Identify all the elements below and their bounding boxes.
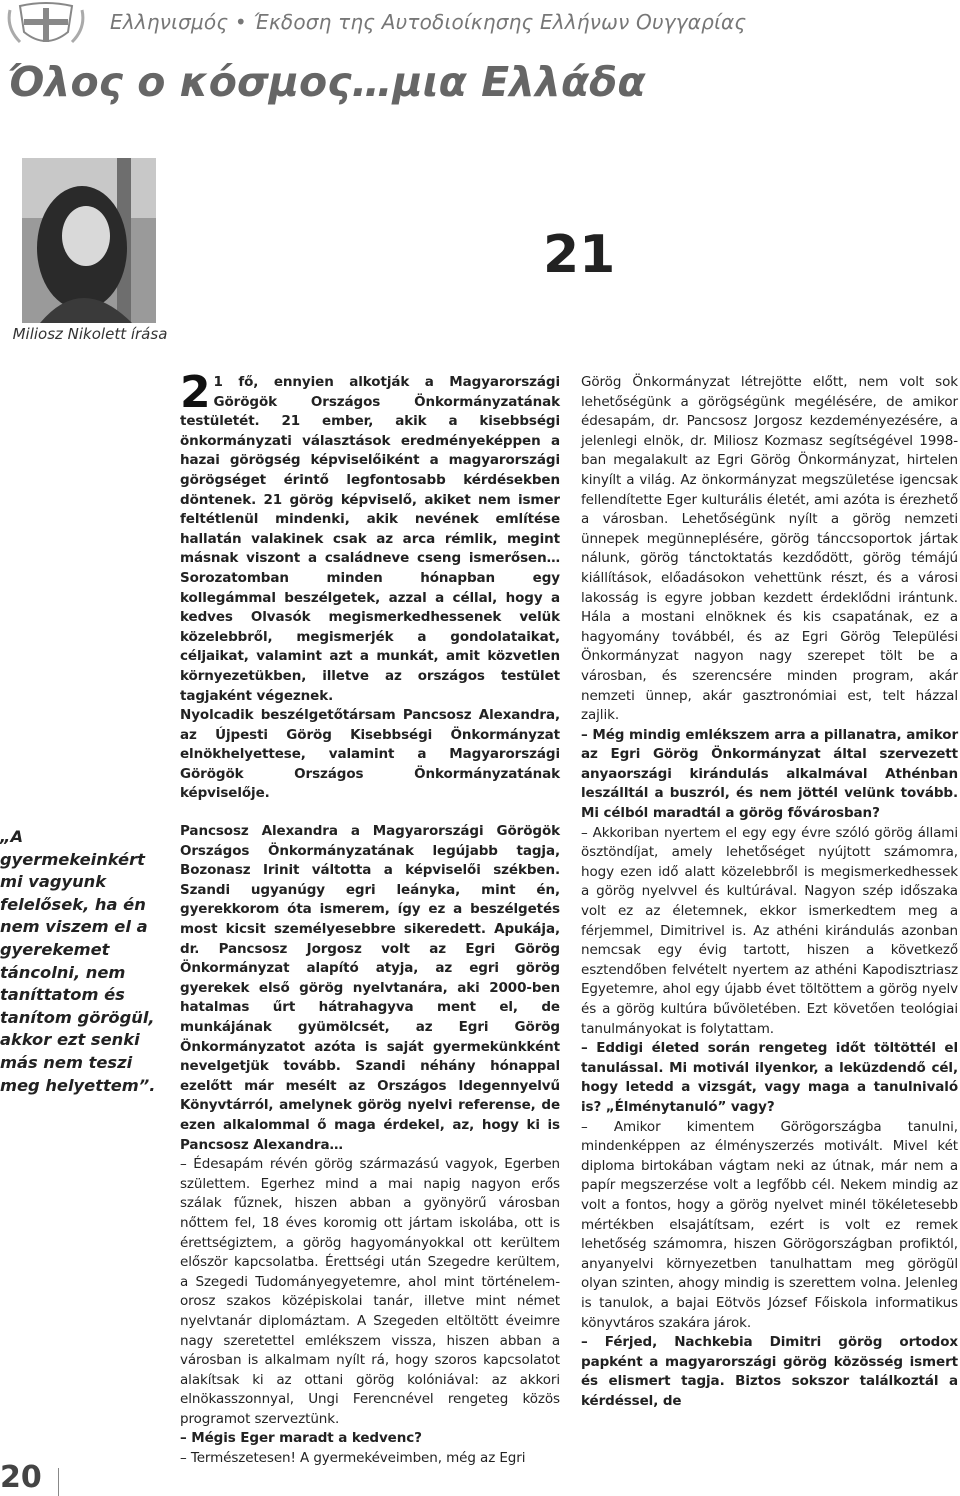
- answer-3: – Akkoriban nyertem el egy egy évre szóló görög állami ösztöndíjat, amely lehetőséget nyújtott számomra, hogy ezen idő alatt közelebbről is megismerkedhessek a görög nyelvvel és kultúrával. Nagyon szép időszaka volt ez az életemnek, ekkor ismerkedtem meg a férjemmel, Dimitrivel is. Az athéni kirándulás azonban nemcsak egy évig tartott, hiszen a következő esztendőben felvételt nyertem az athéni Kapodisztriasz Egyetemre, ahol egy újabb évet töltöttem a görög nyelv és a görög kultúra bűvöletében. Ezt követően teológiai tanulmányokat is folytattam.: [581, 824, 958, 1037]
- answer-2-start: – Természetesen! A gyermekéveimben, még az Egri: [180, 1450, 526, 1467]
- article-lead: 1 fő, ennyien alkotják a Magyarországi Görögök Országos Önkormányzatának testületét. 21 ember, akik a kisebbségi önkormányzati választások eredményeképpen a hazai görögség képviselőiként a magyarországi görögséget érintő legfontosabb kérdésekben döntenek. 21 görög képviselő, akiket nem ismer feltétlenül mindenki, akik nevének említése hallatán valakinek csak az arca rémlik, megint másnak viszont a családneve cseng ismerősen… Sorozatomban minden hónapban egy kollegámmal beszélgetek, azzal a céllal, hogy a kedves Olvasók megismerkedhessenek velük közelebbről, megismerjék a gondolataikat, céljaikat, valamint azt a munkát, amit közvetlen környezetükben, illetve az országos testület tagjaként végeznek.: [180, 374, 560, 704]
- article-column-right: [581, 373, 958, 1411]
- question-4: – Eddigi életed során rengeteg időt töltöttél el tanulással. Mi motivál ilyenkor, a leküzdendő cél, hogy letedd a vizsgát, vagy maga a tanulnivaló is? „Élménytanuló” vagy?: [581, 1040, 958, 1115]
- article-lead-2: Nyolcadik beszélgetőtársam Pancsosz Alexandra, az Újpesti Görög Kisebbségi Önkormányzat elnökhelyettese, valamint a Magyarországi Görögök Országos Önkormányzatának képviselője.: [180, 707, 560, 802]
- publication-line: Ελληνισμός • Έκδοση της Αυτοδιοίκησης Ελλήνων Ουγγαρίας: [110, 10, 747, 34]
- page-number: 20: [0, 1460, 42, 1495]
- drop-cap: 2: [180, 367, 211, 418]
- footer-divider: [58, 1468, 59, 1496]
- article-column-left: [180, 367, 560, 1469]
- pull-quote: „A gyermekeinkért mi vagyunk felelősek, ha én nem viszem el a gyerekemet táncolni, nem taníttatom és tanítom görögül, akkor ezt senki más nem teszi meg helyettem”.: [0, 827, 156, 1095]
- answer-4: – Amikor kimentem Görögországba tanulni, mindenképpen az élményszerzés motivált. Mivel két diploma birtokában vágtam neki az útnak, már nem a papír megszerzése volt a legfőbb cél. Nekem mindig az volt a fontos, hogy a görög nyelvet minél tökéletesebb mértékben elsajátítsam, ezért is volt ez remek lehetőség számomra, hiszen Görögországban profiktól, anyanyelvi környezetben tanulhattam meg görögül olyan szinten, ahogy mindig is szerettem volna. Jelenleg is tanulok, a bajai Eötvös József Főiskola informatikus könyvtáros szakára járok.: [581, 1118, 958, 1331]
- greek-flag-shield-icon: [6, 2, 86, 48]
- question-2: – Mégis Eger maradt a kedvenc?: [180, 1430, 422, 1447]
- issue-number: 21: [543, 225, 616, 285]
- answer-2-cont: Görög Önkormányzat létrejötte előtt, nem volt sok lehetőségünk a görögségünk megélésére, de amikor édesapám, dr. Pancsosz Jorgosz kezdeményezésére, a jelenlegi elnök, dr. Miliosz Kozmasz segítségével 1998-ban megalakult az Egri Görög Önkormányzat, hirtelen kinyílt a világ. Az önkormányzat megszületése igencsak fellendítette Eger kulturális életét, ami azóta is érezhető a városban. Lehetőségünk nyílt a görög nemzeti ünnepek megünneplésére, görög tánccsoportok jártak nálunk, görög tánctoktatás kezdődött, görög témájú kiállítások, előadásokon vehettünk részt, és a városi lakosság is egyre jobban kezdett érdeklődni irántunk. Hála a mostani elnöknek és kis csapatának, ez a hagyomány továbbél, és az Egri Görög Települési Önkormányzat nagyon nagy szerepet tölt be a városban, és szerencsére minden program, akár nemzeti ünnep, akár gasztronómiai est, telt házzal zajlik.: [581, 374, 958, 724]
- question-5: – Férjed, Nachkebia Dimitri görög ortodox papként a magyarországi görög közösség ismert és elismert tagja. Biztos sokszor találkoztál a kérdéssel, de: [581, 1334, 958, 1409]
- portrait-photo: [22, 158, 156, 323]
- article-intro: Pancsosz Alexandra a Magyarországi Görögök Országos Önkormányzatának legújabb tagja, Bozonasz Irinit váltotta a képviselői székben. Szandi ugyanúgy egri leányka, mint én, gyerekkorom óta ismerem, így ez a beszélgetés most kicsit személyesebbre sikeredett. Apukája, dr. Pancsosz Jorgosz volt az Egri Görög Önkormányzat alapító atyja, az egri görög gyerekek első görög nyelvtanára, aki 2000-ben hatalmas űrt hátrahagyva ment el, de munkájának gyümölcsét, az Egri Görög Önkormányzatot azóta is saját gyermekünkként nevelgetjük tovább. Szandi néhány hónappal ezelőtt már mesélt az Országos Idegennyelvű Könyvtárról, amelynek görög nyelvi referense, de ezen alkalommal ő maga érdekel, az, hogy ki is Pancsosz Alexandra…: [180, 823, 560, 1153]
- answer-1: – Édesapám révén görög származású vagyok, Egerben születtem. Egerhez mind a mai napig nagyon erős szálak fűznek, hiszen abban a gyönyörű városban nőttem fel, 18 éves koromig ott jártam iskolába, ott is érettségiztem, a görög hagyományokkal ott kerültem először kapcsolatba. Érettségi után Szegedre kerültem, a Szegedi Tudományegyetemre, ahol mint történelem-orosz szakos középiskolai tanár, illetve mint német nyelvtanár diplomáztam. A Szegeden eltöltött éveimre nagy szeretettel emlékszem vissza, hiszen abban a városban is alkalmam nyílt rá, hogy szoros kapcsolatot alakítsak ki az ottani görög kolóniával: az akkori elnökasszonnyal, Ungi Ferencnével rengeteg közös programot szerveztünk.: [180, 1156, 560, 1427]
- photo-caption: Miliosz Nikolett írása: [12, 325, 168, 343]
- page-title: Όλος ο κόσμος…μια Ελλάδα: [8, 58, 646, 106]
- question-3: – Még mindig emlékszem arra a pillanatra, amikor az Egri Görög Önkormányzat által szervezett anyaországi kirándulás alkalmával Athénban leszálltál a buszról, és nem jöttél velünk tovább. Mi célból maradtál a görög fővárosban?: [581, 726, 958, 822]
